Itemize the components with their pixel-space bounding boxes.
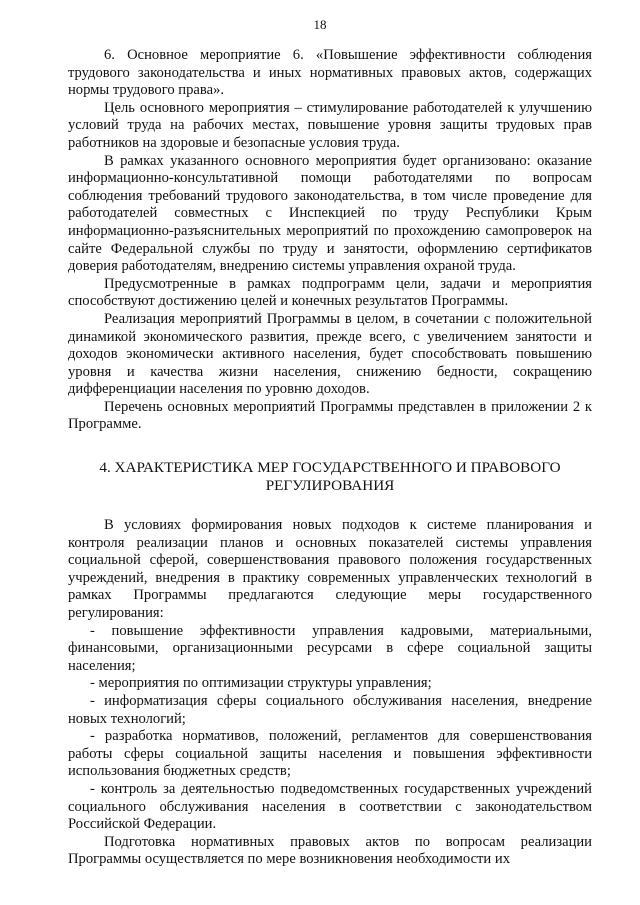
- paragraph-activity-goal: Цель основного мероприятия – стимулирование работодателей к улучшению условий труда на рабочих местах, повышение уровня защиты трудовых прав работников на здоровые и безопасные условия труда.: [68, 99, 592, 151]
- paragraph-activities-list-reference: Перечень основных мероприятий Программы представлен в приложении 2 к Программе.: [68, 398, 592, 433]
- page-number: 18: [313, 17, 327, 32]
- section-heading: [68, 459, 592, 495]
- list-item-informatization: - информатизация сферы социального обслуживания населения, внедрение новых технологий;: [68, 693, 592, 727]
- list-item-institution-control: - контроль за деятельностью подведомственных государственных учреждений социального обслуживания населения в соответствии с законодательством Российской Федерации.: [68, 780, 592, 833]
- paragraph-program-implementation: Реализация мероприятий Программы в целом, в сочетании с положительной динамикой экономического развития, прежде всего, с увеличением занятости и доходов экономически активного населения, будет способствовать повышению уровня и качества жизни населения, снижению бедности, сокращению дифференциации населения по уровню доходов.: [68, 310, 592, 398]
- list-item-standards-development: - разработка нормативов, положений, регламентов для совершенствования работы сферы социальной защиты населения и повышения эффективности использования бюджетных средств;: [68, 728, 592, 780]
- paragraph-main-activity-6: 6. Основное мероприятие 6. «Повышение эффективности соблюдения трудового законодательства и иных нормативных правовых актов, содержащих нормы трудового права».: [68, 47, 592, 99]
- list-item-structure-optimization: - мероприятия по оптимизации структуры управления;: [90, 675, 432, 692]
- paragraph-subprogram-goals: Предусмотренные в рамках подпрограмм цели, задачи и мероприятия способствуют достижению целей и конечных результатов Программы.: [68, 275, 592, 310]
- paragraph-regulation-intro: В условиях формирования новых подходов к системе планирования и контроля реализации планов и основных показателей системы управления социальной сферой, совершенствования правового положения государственных учреждений, внедрения в практику современных управленческих технологий в рамках Программы предлагаются следующие меры государственного регулирования:: [68, 517, 592, 622]
- list-item-resource-management: - повышение эффективности управления кадровыми, материальными, финансовыми, организационными ресурсами в сфере социальной защиты населения;: [68, 622, 592, 674]
- page-body: [68, 47, 592, 869]
- section-heading-line-2: РЕГУЛИРОВАНИЯ: [265, 477, 395, 495]
- paragraph-activity-organization: В рамках указанного основного мероприятия будет организовано: оказание информационно-консультативной помощи работодателями по вопросам соблюдения требований трудового законодательства, в том числе проведение для работодателей совместных с Инспекцией по труду Республики Крым информационно-разъяснительных мероприятий по прохождению самопроверок на сайте Федеральной службы по труду и занятости, оформлению сертификатов доверия работодателям, внедрению системы управления охраной труда.: [68, 152, 592, 275]
- paragraph-legal-acts-preparation: Подготовка нормативных правовых актов по вопросам реализации Программы осуществляется по мере возникновения необходимости их: [68, 833, 592, 868]
- section-heading-line-1: 4. ХАРАКТЕРИСТИКА МЕР ГОСУДАРСТВЕННОГО И ПРАВОВОГО: [99, 459, 561, 477]
